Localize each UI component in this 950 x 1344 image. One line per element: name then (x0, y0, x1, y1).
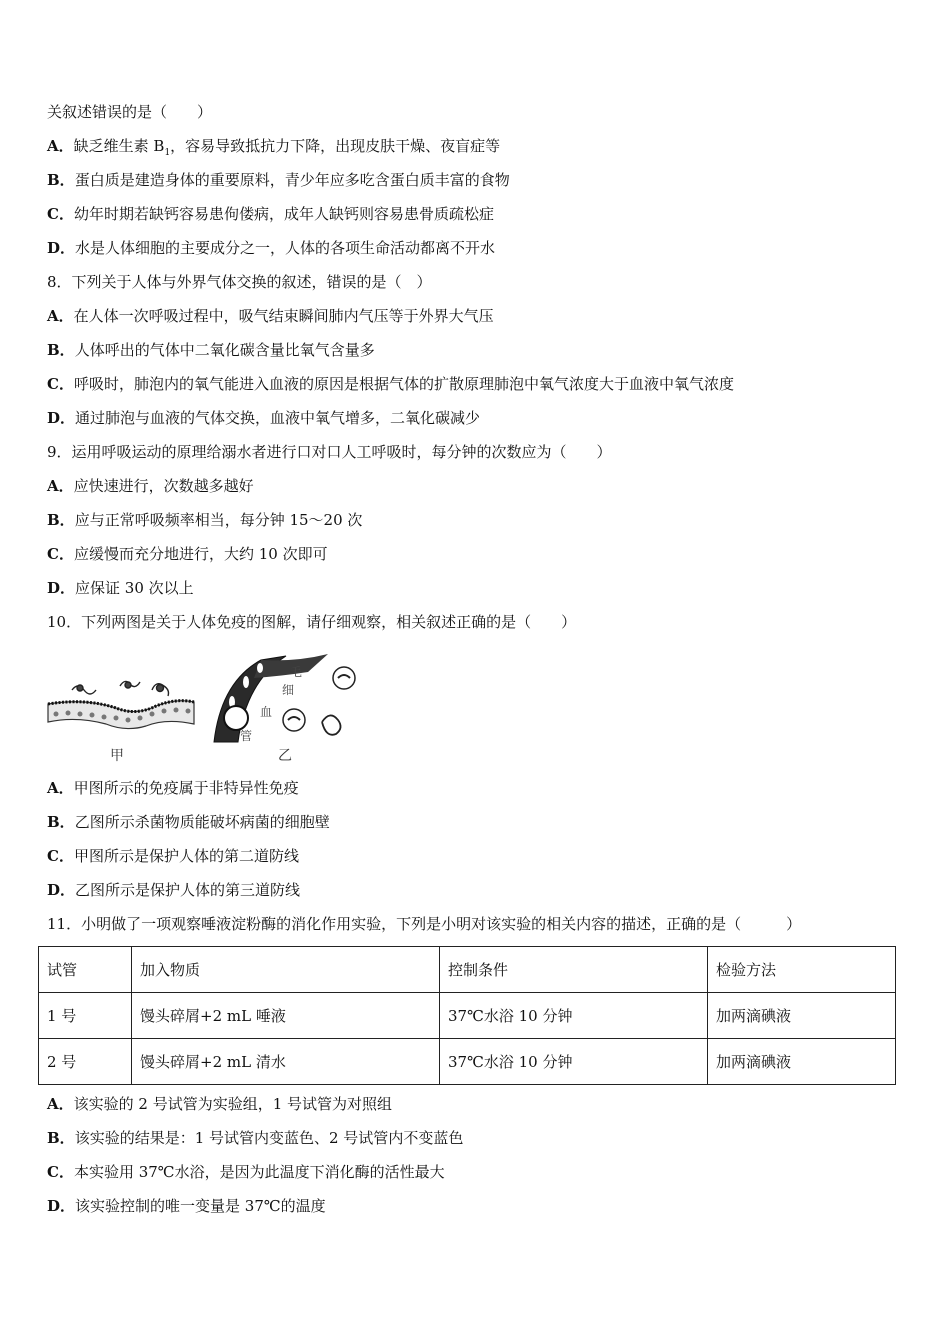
option-letter: A． (47, 137, 74, 155)
option-letter: A． (47, 1095, 74, 1113)
q8-option-a (47, 306, 494, 326)
q10-option-b (47, 812, 330, 832)
vessel-char-4: 管 (240, 729, 253, 743)
q7-option-a (47, 136, 500, 163)
option-text: 应快速进行，次数越多越好 (73, 477, 254, 495)
option-letter: A． (47, 307, 74, 325)
q11-stem: 11．小明做了一项观察唾液淀粉酶的消化作用实验，下列是小明对该实验的相关内容的描述，正确的是（ ） (47, 915, 802, 933)
option-text: 水是人体细胞的主要成分之一，人体的各项生命活动都离不开水 (75, 239, 496, 257)
q10-option-d (47, 880, 300, 900)
option-text: 蛋白质是建造身体的重要原料，青少年应多吃含蛋白质丰富的食物 (74, 171, 510, 189)
q11-option-c (47, 1162, 445, 1182)
q9-option-a (47, 476, 254, 496)
figure-b-capillary (214, 654, 355, 764)
option-letter: C． (47, 375, 74, 393)
table-row (39, 1039, 896, 1085)
option-letter: D． (47, 1197, 76, 1215)
option-letter: A． (47, 779, 74, 797)
q9-option-b (47, 510, 362, 530)
option-text: 呼吸时，肺泡内的氧气能进入血液的原因是根据气体的扩散原理肺泡中氧气浓度大于血液中氧气浓度 (73, 375, 734, 393)
option-text: 在人体一次呼吸过程中，吸气结束瞬间肺内气压等于外界大气压 (73, 307, 494, 325)
immunity-figure (46, 652, 366, 768)
option-text: 乙图所示杀菌物质能破坏病菌的细胞壁 (74, 813, 330, 831)
table-header-cell: 加入物质 (132, 947, 440, 993)
option-text: 该实验控制的唯一变量是 37℃的温度 (75, 1197, 326, 1215)
table-row (39, 993, 896, 1039)
option-text: 应保证 30 次以上 (75, 579, 194, 597)
option-text: 甲图所示是保护人体的第二道防线 (73, 847, 299, 865)
q8-option-b (47, 340, 375, 360)
figure-b-label: 乙 (278, 748, 292, 764)
q9-option-d (47, 578, 194, 598)
option-letter: C． (47, 847, 74, 865)
option-letter: C． (47, 205, 74, 223)
option-letter: B． (47, 813, 75, 831)
option-text: 乙图所示是保护人体的第三道防线 (75, 881, 301, 899)
table-cell: 馒头碎屑+2 mL 唾液 (132, 993, 440, 1039)
q10-stem: 10．下列两图是关于人体免疫的图解，请仔细观察，相关叙述正确的是（ ） (47, 613, 577, 631)
q7-option-d (47, 238, 495, 258)
q11-option-b (47, 1128, 463, 1148)
vessel-char-2: 细 (282, 683, 295, 697)
table-header-row (39, 947, 896, 993)
table-header-cell: 控制条件 (440, 947, 708, 993)
q10-option-a (47, 778, 299, 798)
q9-option-c (47, 544, 328, 564)
microbe-icon (72, 681, 169, 696)
table-cell: 加两滴碘液 (708, 1039, 896, 1085)
option-text: 应缓慢而充分地进行，大约 10 次即可 (73, 545, 328, 563)
option-letter: D． (47, 409, 76, 427)
option-text: 人体呼出的气体中二氧化碳含量比氧气含量多 (74, 341, 375, 359)
q11-option-d (47, 1196, 326, 1216)
table-cell: 加两滴碘液 (708, 993, 896, 1039)
q8-stem: 8．下列关于人体与外界气体交换的叙述，错误的是（ ） (47, 273, 432, 291)
vessel-char-3: 血 (260, 705, 273, 719)
q11-option-a (47, 1094, 392, 1114)
option-letter: C． (47, 1163, 74, 1181)
vessel-char-1: 毛 (290, 665, 303, 679)
option-letter: B． (47, 341, 75, 359)
option-text: 应与正常呼吸频率相当，每分钟 15～20 次 (74, 511, 363, 529)
q8-option-c (47, 374, 734, 394)
option-text: 该实验的 2 号试管为实验组，1 号试管为对照组 (73, 1095, 393, 1113)
option-letter: B． (47, 511, 75, 529)
experiment-table (38, 946, 896, 1085)
q7-option-c (47, 204, 494, 224)
table-cell: 馒头碎屑+2 mL 清水 (132, 1039, 440, 1085)
option-letter: B． (47, 171, 75, 189)
option-text: 甲图所示的免疫属于非特异性免疫 (73, 779, 299, 797)
q8-option-d (47, 408, 480, 428)
option-text-post: ，容易导致抵抗力下降，出现皮肤干燥、夜盲症等 (170, 137, 501, 155)
option-text: 本实验用 37℃水浴，是因为此温度下消化酶的活性最大 (73, 1163, 445, 1181)
option-letter: A． (47, 477, 74, 495)
table-header-cell: 试管 (39, 947, 132, 993)
option-letter: D． (47, 881, 76, 899)
q7-stem: 关叙述错误的是（ ） (47, 103, 213, 121)
option-text: 该实验的结果是：1 号试管内变蓝色、2 号试管内不变蓝色 (74, 1129, 464, 1147)
option-text: 通过肺泡与血液的气体交换，血液中氧气增多，二氧化碳减少 (75, 409, 481, 427)
option-text: 幼年时期若缺钙容易患佝偻病，成年人缺钙则容易患骨质疏松症 (73, 205, 494, 223)
option-letter: D． (47, 579, 76, 597)
q9-stem: 9．运用呼吸运动的原理给溺水者进行口对口人工呼吸时，每分钟的次数应为（ ） (47, 443, 612, 461)
option-letter: D． (47, 239, 76, 257)
table-header-cell: 检验方法 (708, 947, 896, 993)
figure-a-skin-barrier (48, 681, 194, 764)
q10-option-c (47, 846, 299, 866)
q7-option-b (47, 170, 510, 190)
figure-a-label: 甲 (110, 748, 124, 764)
table-cell: 1 号 (39, 993, 132, 1039)
table-cell: 37℃水浴 10 分钟 (440, 993, 708, 1039)
option-text-pre: 缺乏维生素 B (73, 137, 165, 155)
option-letter: B． (47, 1129, 75, 1147)
option-text-sub: 1 (164, 148, 171, 158)
table-cell: 2 号 (39, 1039, 132, 1085)
option-letter: C． (47, 545, 74, 563)
table-cell: 37℃水浴 10 分钟 (440, 1039, 708, 1085)
